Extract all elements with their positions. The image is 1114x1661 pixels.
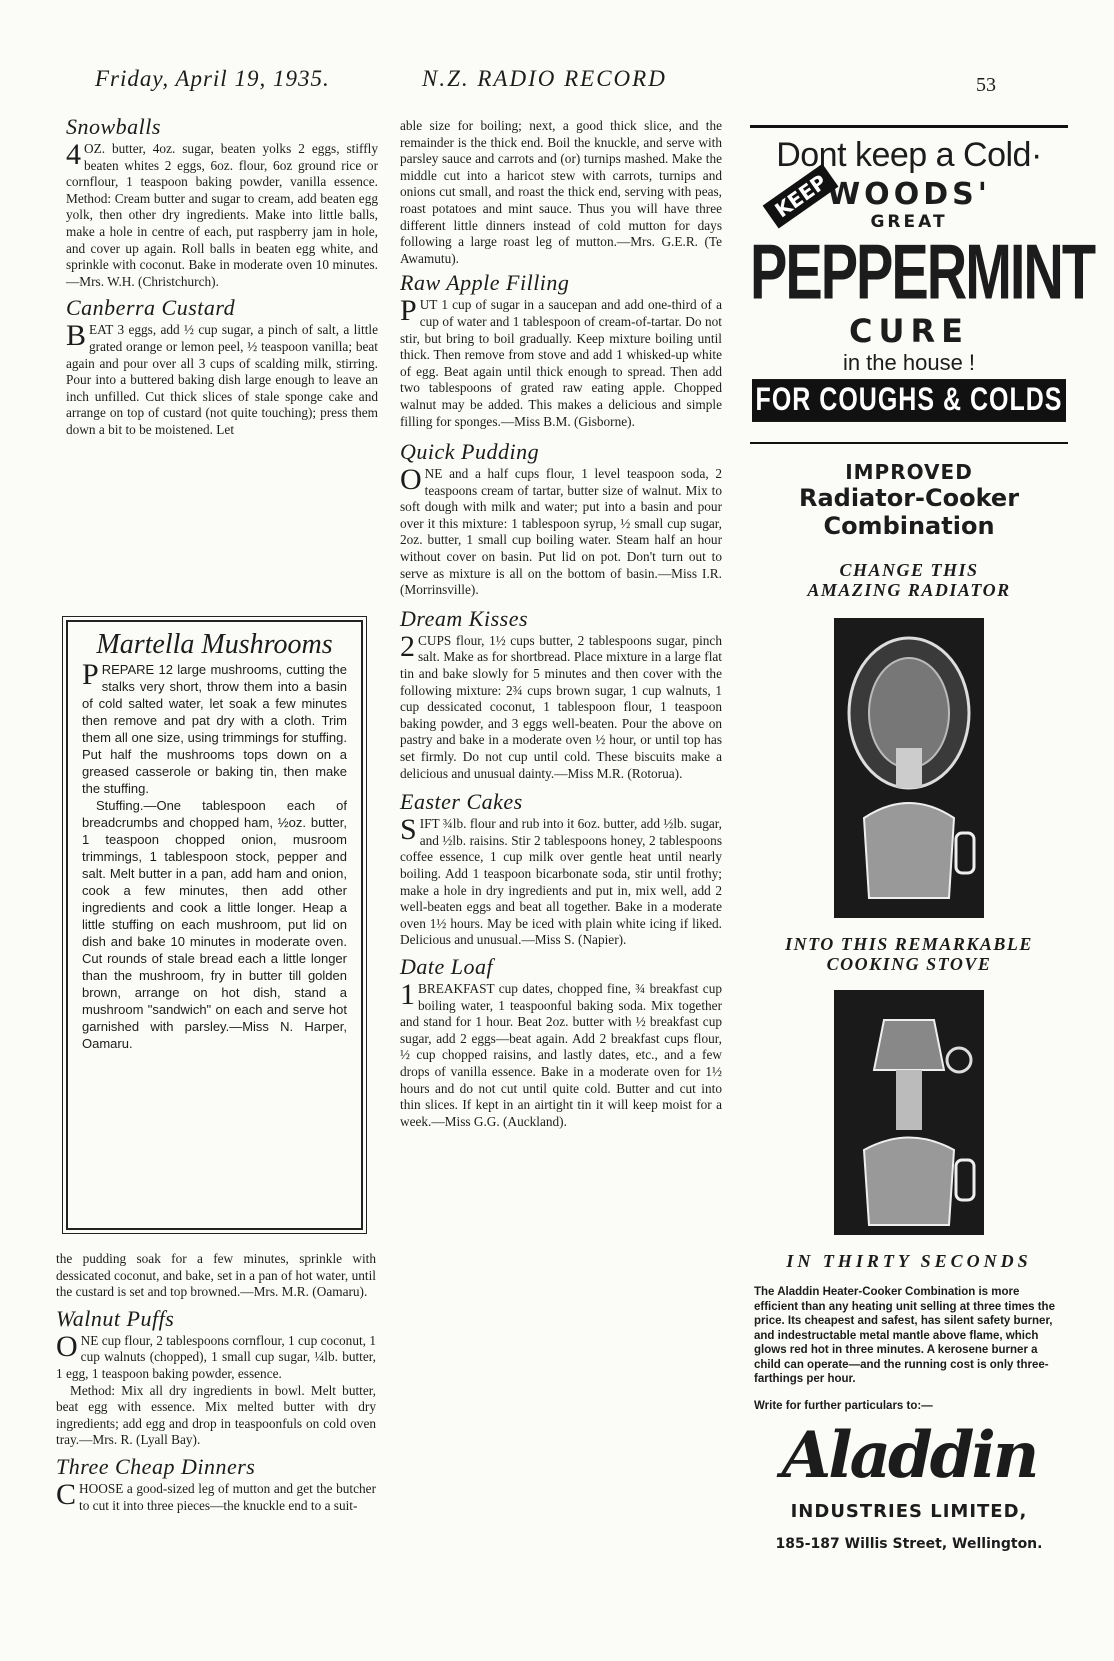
ad-improved: IMPROVED: [845, 460, 973, 484]
recipe-raw-apple-filling: [400, 271, 722, 430]
ad-product-line2: Combination: [823, 512, 995, 540]
drop-cap: B: [66, 319, 87, 353]
recipe-three-cheap-dinners: [56, 1455, 376, 1514]
recipe-body: IFT ¾lb. flour and rub into it 6oz. butter, add ½lb. sugar, and ½lb. raisins. Stir 2 tablespoons honey, 2 tablespoons coffee essence, 1 cup milk over gentle heat until nearly boiling. Add 1 teaspoon bicarbonate soda, stir until frothy; make a hole in dry ingredients and put in, mix well, add 2 well-beaten eggs and beat all together. Bake in a moderate oven 1½ hours. May be iced with plain white icing if liked. Delicious and unusual.—Miss S. (Napier).: [400, 816, 722, 948]
recipe-body: NE and a half cups flour, 1 level teaspoon soda, 2 teaspoons cream of tartar, butter size of walnut. Mix to soft dough with milk and water; put into a basin and pour over it this mixture: 1 tablespoon syrup, ½ small cup sugar, 2oz. butter, 1 small cup boiling water. Steam half an hour without cover on basin. Put lid on pot. Don't turn out to serve as mixture is all on the bottom of basin.—Miss I.R. (Morrinsville).: [400, 466, 722, 598]
drop-cap: O: [400, 463, 422, 497]
keep-stamp: KEEP: [763, 163, 839, 228]
column-middle: [400, 118, 722, 1130]
recipe-title: Canberra Custard: [66, 295, 236, 321]
ad-great: GREAT: [870, 212, 948, 232]
ad-change-caption: CHANGE THIS AMAZING RADIATOR: [807, 560, 1011, 600]
recipe-body: CUPS flour, 1½ cups butter, 2 tablespoons sugar, pinch salt. Make as for shortbread. Place mixture in a large flat tin and bake slowly for 5 minutes and then cover with the following mixture: 2¾ cups brown sugar, 1 cup walnuts, 1 cup dessicated coconut, 1 tablespoon flour, 1 teaspoon baking powder, and 3 eggs well-beaten. Pour the above on pastry and bake in a moderate oven ½ hour, or until top has set firmly. Do not cup until cold. These biscuits make a delicious and unusual dainty.—Miss M.R. (Rotorua).: [400, 632, 722, 781]
recipe-body: UT 1 cup of sugar in a saucepan and add one-third of a cup of water and 1 tablespoon of cream-of-tartar. Do not stir, but bring to boil gradually. Keep mixture boiling until thick. Then remove from stove and add 1 whisked-up white of egg. Beat again until thick enough to spread. Then add two tablespoons of grated raw eating apple. Chopped walnut may be added. This makes a delicious and simple filling for sponges.—Miss B.M. (Gisborne).: [400, 297, 722, 429]
recipe-date-loaf: [400, 955, 722, 1130]
ad-address: 185-187 Willis Street, Wellington.: [775, 1536, 1043, 1552]
recipe-title: Date Loaf: [400, 953, 494, 979]
recipe-body: BREAKFAST cup dates, chopped fine, ¾ breakfast cup boiling water, 1 teaspoonful baking soda. Mix together and stand for 1 hour. Beat 2oz. butter with ½ breakfast cup sugar, add 2 eggs—beat again. Add 2 breakfast cups flour, ½ cup chopped raisins, and lastly dates, etc., and a few drops of vanilla essence. Bake in a moderate oven for 1½ hours and do not cut until quite cold. Butter and cut into thin slices. If kept in an airtight tin it will keep moist for a week.—Miss G.G. (Auckland).: [400, 980, 722, 1129]
page-number: 53: [976, 74, 996, 96]
recipe-title: Raw Apple Filling: [400, 270, 570, 296]
ad-write: Write for further particulars to:—: [754, 1399, 933, 1412]
ad-cure: CURE: [849, 312, 969, 350]
ad-banner: FOR COUGHS & COLDS: [752, 379, 1066, 422]
column-left-lower: [56, 1251, 376, 1514]
recipe-snowballs: [66, 115, 378, 290]
stuffing-paragraph: Stuffing.—One tablespoon each of breadcrumbs and chopped ham, ½oz. butter, 1 teaspoon chopped onion, musroom trimmings, 1 tablespoon stock, pepper and salt. Melt butter in a pan, add ham and onion, cook a few minutes, then add other ingredients and cook a little longer. Heap a little stuffing on each mushroom, put lid on dish and bake 10 minutes in moderate oven. Cut rounds of stale bread each a little longer than the mushroom, fry in butter till golden brown, arrange on hot dish, stand a mushroom "sandwich" on each and serve hot garnished with parsley.—Miss N. Harper, Oamaru.: [82, 798, 347, 1051]
recipe-title: Easter Cakes: [400, 789, 523, 815]
drop-cap: 2: [400, 629, 415, 663]
drop-cap: C: [56, 1477, 77, 1511]
ad-divider: [750, 442, 1068, 444]
martella-mushrooms-box: [66, 620, 363, 1230]
continued-text: able size for boiling; next, a good thick slice, and the remainder is the thick end. Boil the knuckle, and serve with parsley sauce and carrots and (or) turnips mashed. Make the middle cut into a haricot stew with carrots, turnips and onions cut small, and roast the thick end, serving with peas, roast potatoes and mint sauce. Thus you will have three different little dinners instead of cold mutton for days following a large roast leg of mutton.—Mrs. G.E.R. (Te Awamutu).: [400, 118, 722, 266]
column-left: [66, 112, 378, 439]
ad-brand: WOODS': [827, 177, 991, 212]
woods-peppermint-ad: [750, 125, 1095, 428]
recipe-method: Method: Mix all dry ingredients in bowl. Melt butter, beat egg with essence. Mix melted butter with dry ingredients; add egg and drop in teaspoonfuls on cold oven tray.—Mrs. R. (Lyall Bay).: [56, 1382, 376, 1448]
aladdin-logo: Aladdin: [781, 1418, 1037, 1493]
recipe-title: Quick Pudding: [400, 439, 540, 465]
recipe-dream-kisses: [400, 607, 722, 782]
boxed-recipe-title: Martella Mushrooms: [96, 629, 333, 660]
boxed-recipe-body: REPARE 12 large mushrooms, cutting the stalks very short, throw them into a basin of cold salted water, let soak a few minutes then remove and pat dry with a cloth. Trim them all one size, using trimmings for stuffing. Put half the mushrooms tops down on a greased casserole or baking tin, then make the stuffing.: [82, 662, 347, 796]
recipe-body: EAT 3 eggs, add ½ cup sugar, a pinch of salt, a little grated orange or lemon peel, ½ teaspoon vanilla; beat again and pour over all 3 cups of scalding milk, stirring. Pour into a buttered baking dish large enough to leave an inch unfilled. Cut thick slices of stale sponge cake and arrange on top of custard (not quite touching); press them down a bit to be moistened. Let: [66, 322, 378, 437]
ad-headline: Dont keep a Cold·: [776, 136, 1042, 174]
advertisement-column: [750, 125, 1095, 1640]
ad-company: INDUSTRIES LIMITED,: [790, 1501, 1028, 1522]
recipe-title: Three Cheap Dinners: [56, 1453, 256, 1479]
recipe-title: Snowballs: [66, 114, 161, 139]
recipe-title: Dream Kisses: [400, 605, 529, 631]
drop-cap: P: [400, 294, 417, 328]
aladdin-ad: [750, 460, 1068, 1552]
ad-product: PEPPERMINT: [750, 227, 1095, 316]
ad-into-caption: INTO THIS REMARKABLE COOKING STOVE: [785, 934, 1033, 974]
recipe-easter-cakes: [400, 790, 722, 949]
recipe-body: OZ. butter, 4oz. sugar, beaten yolks 2 eggs, stiffly beaten whites 2 eggs, 6oz. flour, 6oz ground rice or cornflour, 1 teaspoon baking powder, vanilla essence. Method: Cream butter and sugar to cream, add beaten egg yolk, then other dry ingredients. Make into little balls, make a hole in centre of each, put raspberry jam in hole, and cover up again. Roll balls in beaten egg white, and sprinkle with coconut. Bake in moderate oven 10 minutes.—Mrs. W.H. (Christchurch).: [66, 141, 378, 289]
drop-cap: 4: [66, 138, 81, 171]
recipe-body: HOOSE a good-sized leg of mutton and get the butcher to cut it into three pieces—the knuckle end to a suit-: [79, 1480, 376, 1513]
continued-text: the pudding soak for a few minutes, sprinkle with dessicated coconut, and bake, set in a pan of hot water, until the custard is set and top browned.—Mrs. M.R. (Oamaru).: [56, 1251, 376, 1300]
issue-date: Friday, April 19, 1935.: [95, 66, 330, 91]
ad-product-line1: Radiator-Cooker: [798, 484, 1020, 512]
ad-copy: The Aladdin Heater-Cooker Combination is more efficient than any heating unit selling at three times the price. Its cheapest and safest, has silent safety burner, and indestructable metal mantle above flame, which glows red hot in three minutes. A kerosene burner a child can operate—and the running cost is only three-farthings per hour.: [754, 1286, 1055, 1385]
recipe-canberra-custard: [66, 296, 378, 438]
recipe-title: Walnut Puffs: [56, 1305, 175, 1331]
cooking-stove-illustration: [834, 990, 984, 1235]
drop-cap: S: [400, 813, 417, 847]
radiator-illustration: [834, 618, 984, 918]
drop-cap: 1: [400, 977, 415, 1011]
ad-thirty-seconds: IN THIRTY SECONDS: [786, 1251, 1032, 1271]
drop-cap: P: [82, 658, 99, 691]
recipe-quick-pudding: [400, 440, 722, 599]
recipe-walnut-puffs: [56, 1307, 376, 1449]
ad-in-the-house: in the house !: [842, 350, 976, 375]
drop-cap: O: [56, 1329, 78, 1363]
recipe-body: NE cup flour, 2 tablespoons cornflour, 1 cup coconut, 1 cup walnuts (chopped), 1 small cup sugar, ¼lb. butter, 1 egg, 1 teaspoon baking powder, essence.: [56, 1332, 376, 1381]
publication-title: N.Z. RADIO RECORD: [422, 66, 667, 91]
